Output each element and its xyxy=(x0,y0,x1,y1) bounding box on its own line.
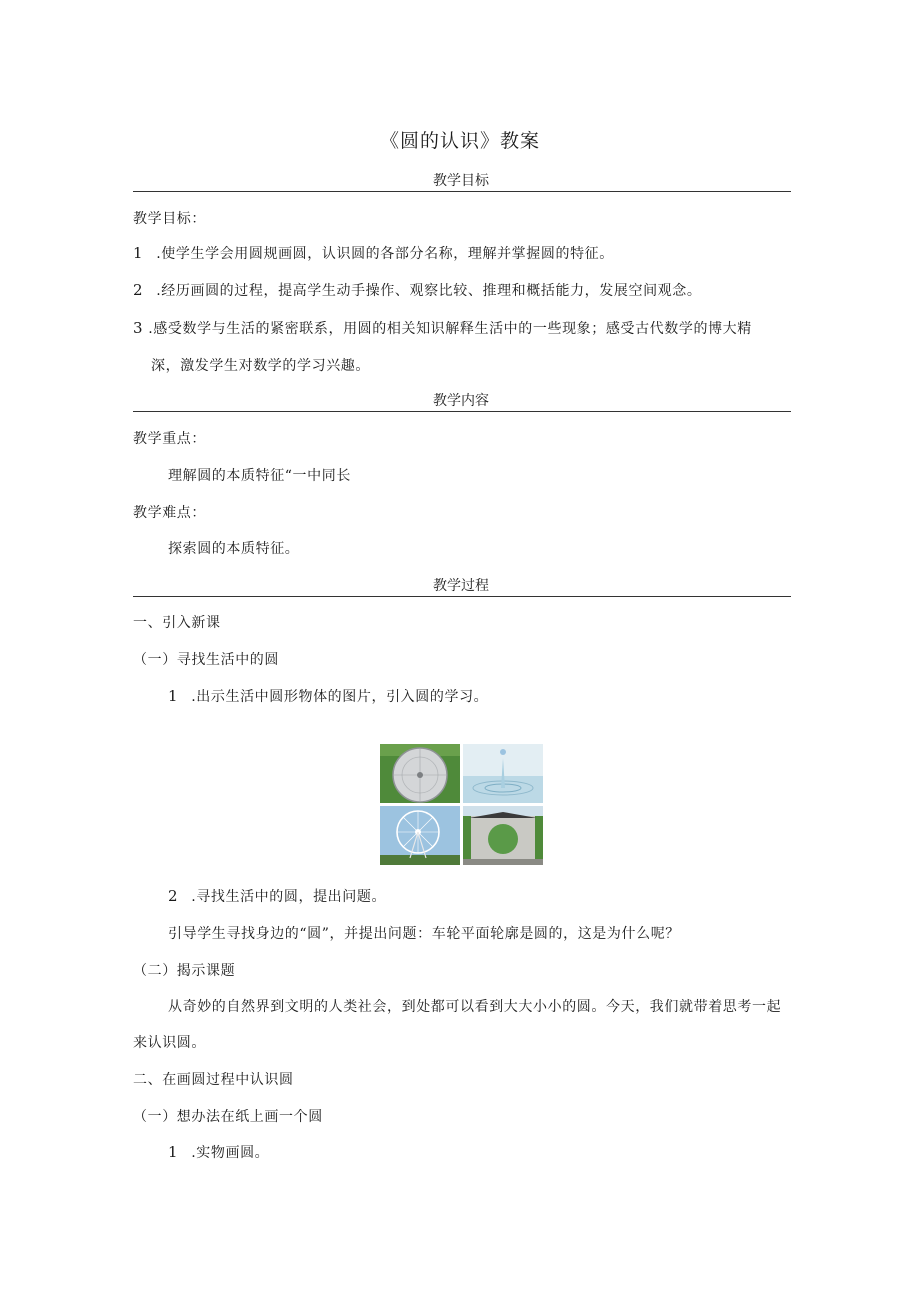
section-heading-process: 教学过程 xyxy=(433,578,489,594)
part-heading-intro: 一、引入新课 xyxy=(133,615,221,631)
step-text: .出示生活中圆形物体的图片，引入圆的学习。 xyxy=(191,689,489,705)
step-3 xyxy=(168,1142,269,1162)
sub-heading-draw-on-paper: （一）想办法在纸上画一个圆 xyxy=(133,1109,323,1125)
goal-number: 1 xyxy=(133,244,144,262)
key-point-label: 教学重点： xyxy=(133,431,206,447)
page-title: 《圆的认识》教案 xyxy=(380,130,541,152)
goal-number: 2 xyxy=(133,281,144,299)
ferris-wheel-photo xyxy=(380,806,460,865)
goal-text: .感受数学与生活的紧密联系，用圆的相关知识解释生活中的一些现象；感受古代数学的博大精 xyxy=(148,321,752,337)
goal-number: 3 xyxy=(133,319,144,337)
telescope-dish-photo xyxy=(380,744,460,803)
sub-heading-reveal-topic: （二）揭示课题 xyxy=(133,963,236,979)
step-text: .寻找生活中的圆，提出问题。 xyxy=(191,889,387,905)
step-number: 2 xyxy=(168,887,179,905)
sub-heading-find-circles: （一）寻找生活中的圆 xyxy=(133,652,279,668)
section-heading-content: 教学内容 xyxy=(433,393,489,409)
goal-item-2 xyxy=(133,280,701,300)
section-divider xyxy=(133,596,791,597)
moon-gate-photo xyxy=(463,806,543,865)
goal-text: .经历画圆的过程，提高学生动手操作、观察比较、推理和概括能力，发展空间观念。 xyxy=(156,283,702,299)
difficult-point-label: 教学难点： xyxy=(133,505,206,521)
reveal-paragraph-line-2: 来认识圆。 xyxy=(133,1035,206,1051)
step-1 xyxy=(168,686,488,706)
section-divider xyxy=(133,191,791,192)
step-2 xyxy=(168,886,386,906)
goal-item-1 xyxy=(133,243,614,263)
goal-item-3 xyxy=(133,318,752,338)
reveal-paragraph-line-1: 从奇妙的自然界到文明的人类社会，到处都可以看到大大小小的圆。今天，我们就带着思考一起 xyxy=(168,999,782,1015)
step-text: .实物画圆。 xyxy=(191,1145,270,1161)
goal-text: .使学生学会用圆规画圆，认识圆的各部分名称，理解并掌握圆的特征。 xyxy=(156,246,614,262)
water-ripple-photo xyxy=(463,744,543,803)
goal-item-3-continuation: 深，激发学生对数学的学习兴趣。 xyxy=(151,358,370,374)
key-point-text: 理解圆的本质特征“一中同长 xyxy=(168,468,351,484)
difficult-point-text: 探索圆的本质特征。 xyxy=(168,541,300,557)
guide-question: 引导学生寻找身边的“圆”，并提出问题：车轮平面轮廓是圆的，这是为什么呢？ xyxy=(168,926,680,942)
section-divider xyxy=(133,411,791,412)
goals-label: 教学目标： xyxy=(133,211,206,227)
step-number: 1 xyxy=(168,687,179,705)
step-number: 1 xyxy=(168,1143,179,1161)
section-heading-goals: 教学目标 xyxy=(433,173,489,189)
circle-photos-collage xyxy=(380,744,543,865)
part-heading-draw-circle: 二、在画圆过程中认识圆 xyxy=(133,1072,294,1088)
